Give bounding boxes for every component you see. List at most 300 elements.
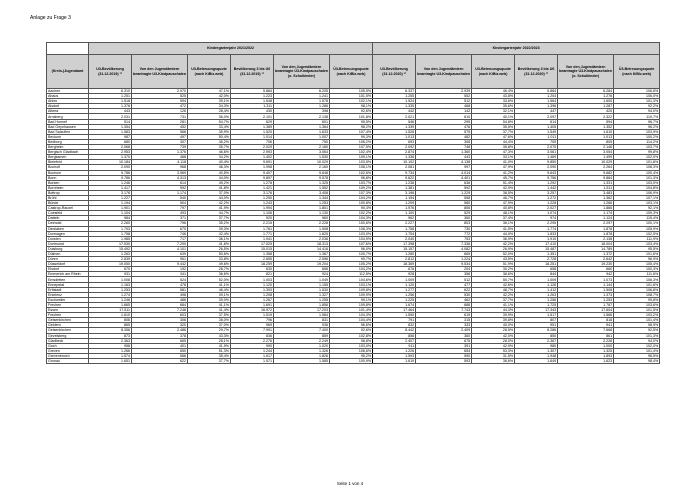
table-cell: 28,0%	[472, 338, 515, 343]
table-cell: 1.163	[89, 282, 132, 287]
table-cell: 1.194	[373, 195, 416, 200]
table-cell: 104,2%	[330, 267, 373, 272]
table-cell: 1.571	[231, 358, 274, 363]
table-cell: 593	[416, 358, 472, 363]
table-cell: 33,8%	[188, 257, 231, 262]
table-cell: 9.850	[515, 160, 558, 165]
table-cell: 525	[132, 94, 188, 99]
table-cell: 8.442	[373, 328, 416, 333]
jugendamt-name-cell: Emmerich am Rhein	[47, 272, 89, 277]
table-cell: 1.020	[274, 343, 330, 348]
table-cell: 1.396	[515, 104, 558, 109]
table-cell: 33,1%	[472, 155, 515, 160]
table-cell: 101,3%	[614, 99, 660, 104]
table-cell: 1.130	[274, 211, 330, 216]
table-cell: 2.068	[89, 145, 132, 150]
table-cell: 818	[558, 318, 614, 323]
table-cell: 529	[416, 211, 472, 216]
table-cell: 105,4%	[614, 262, 660, 267]
table-cell: 17.203	[274, 308, 330, 313]
page-header-label: Anlage zu Frage 3	[30, 15, 71, 21]
table-cell: 1.126	[515, 282, 558, 287]
page-footer: Seite 1 von 4	[336, 481, 364, 486]
table-cell: 1.519	[231, 313, 274, 318]
table-cell: 4.014	[416, 170, 472, 175]
table-cell: 2.215	[231, 221, 274, 226]
table-cell: 636	[416, 180, 472, 185]
table-cell: 1.277	[373, 287, 416, 292]
table-cell: 1.292	[515, 180, 558, 185]
table-cell: 37,7%	[188, 216, 231, 221]
table-cell: 575	[416, 129, 472, 134]
jugendamt-name-cell: Ennepetal	[47, 282, 89, 287]
table-cell: 796	[132, 221, 188, 226]
table-cell: 38,6%	[472, 272, 515, 277]
table-cell: 5.884	[515, 89, 558, 94]
table-cell: 2.031	[89, 114, 132, 119]
jugendamt-name-cell: Frechen	[47, 302, 89, 307]
table-cell: 1.370	[89, 155, 132, 160]
table-cell: 831	[274, 318, 330, 323]
table-cell: 9.897	[231, 175, 274, 180]
table-cell: 102,0%	[614, 343, 660, 348]
table-cell: 477	[416, 282, 472, 287]
table-cell: 17.398	[373, 241, 416, 246]
table-cell: 748	[416, 145, 472, 150]
table-cell: 360	[416, 216, 472, 221]
period-header-2022-2023: Kindergartenjahr 2022/2023	[373, 43, 660, 55]
table-cell: 1.941	[231, 236, 274, 241]
table-cell: 772	[416, 231, 472, 236]
table-row	[47, 358, 660, 363]
table-cell: 9.884	[558, 175, 614, 180]
table-cell: 42,2%	[472, 241, 515, 246]
table-cell: 101,4%	[614, 318, 660, 323]
table-cell: 101,8%	[330, 114, 373, 119]
table-cell: 2.264	[558, 165, 614, 170]
table-cell: 807	[515, 318, 558, 323]
table-cell: 1.344	[274, 195, 330, 200]
table-cell: 99,1%	[330, 297, 373, 302]
table-cell: 1.228	[515, 201, 558, 206]
table-cell: 115,4%	[614, 216, 660, 221]
table-cell: 622	[132, 358, 188, 363]
jugendamt-name-cell: Gevelsberg	[47, 333, 89, 338]
table-cell: 46,3%	[188, 165, 231, 170]
table-cell: 46,4%	[188, 287, 231, 292]
table-cell: 39,1%	[188, 292, 231, 297]
table-cell: 92,6%	[330, 328, 373, 333]
jugendamt-name-cell: Borken	[47, 180, 89, 185]
table-cell: 31,5%	[472, 353, 515, 358]
jugendamt-name-cell: Dormagen	[47, 231, 89, 236]
table-cell: 401	[132, 343, 188, 348]
table-cell: 4.082	[416, 246, 472, 251]
table-cell: 2.486	[132, 328, 188, 333]
table-cell: 3.408	[274, 190, 330, 195]
table-cell: 3.054	[558, 150, 614, 155]
table-cell: 39,8%	[472, 318, 515, 323]
table-cell: 1.325	[274, 180, 330, 185]
table-cell: 2.596	[274, 257, 330, 262]
table-cell: 35,7%	[188, 145, 231, 150]
table-cell: 37,0%	[188, 190, 231, 195]
table-cell: 1.381	[373, 185, 416, 190]
table-cell: 333	[416, 323, 472, 328]
table-cell: 42,0%	[472, 333, 515, 338]
table-cell: 2.070	[515, 145, 558, 150]
table-cell: 512	[416, 99, 472, 104]
jugendamt-name-cell: Bad Honnef	[47, 119, 89, 124]
table-cell: 1.325	[558, 348, 614, 353]
table-cell: 1.771	[231, 231, 274, 236]
table-cell: 1.255	[274, 297, 330, 302]
table-cell: 299	[416, 119, 472, 124]
table-cell: 28,5%	[472, 328, 515, 333]
table-cell: 107,4%	[330, 129, 373, 134]
table-cell: 99,8%	[614, 297, 660, 302]
table-cell: 2.092	[373, 145, 416, 150]
table-cell: 46,7%	[472, 195, 515, 200]
table-cell: 112,5%	[330, 272, 373, 277]
table-cell: 730	[416, 226, 472, 231]
jugendamt-name-cell: Grevenbroich	[47, 353, 89, 358]
table-cell: 4.313	[132, 175, 188, 180]
table-cell: 6.284	[558, 89, 614, 94]
table-cell: 18.259	[231, 262, 274, 267]
table-cell: 1.155	[274, 282, 330, 287]
table-cell: 94,0%	[614, 338, 660, 343]
table-cell: 619	[416, 313, 472, 318]
jugendamt-name-cell: Gelsenkirchen	[47, 318, 89, 323]
table-cell: 482	[416, 134, 472, 139]
table-cell: 512	[416, 277, 472, 282]
table-cell: 96,0%	[330, 246, 373, 251]
table-cell: 1.339	[373, 124, 416, 129]
table-cell: 2.097	[515, 114, 558, 119]
table-cell: 104,9%	[330, 236, 373, 241]
table-cell: 96,9%	[614, 257, 660, 262]
table-cell: 9.756	[515, 175, 558, 180]
table-cell: 53,3%	[472, 348, 515, 353]
table-cell: 980	[515, 343, 558, 348]
table-cell: 94,0%	[614, 109, 660, 114]
table-cell: 705	[515, 139, 558, 144]
table-cell: 865	[89, 323, 132, 328]
table-cell: 1.013	[373, 134, 416, 139]
table-cell: 1.335	[373, 104, 416, 109]
table-cell: 42,0%	[188, 94, 231, 99]
table-cell: 111,9%	[614, 236, 660, 241]
table-cell: 29,7%	[188, 328, 231, 333]
table-cell: 107,6%	[330, 241, 373, 246]
column-header: U3-Bevölkerung (31.12.2020) ¹⁾	[373, 55, 416, 89]
table-cell: 530	[416, 292, 472, 297]
table-cell: 3.969	[132, 170, 188, 175]
jugendamt-name-cell: Coesfeld	[47, 211, 89, 216]
table-cell: 1.617	[231, 353, 274, 358]
table-cell: 1.593	[373, 353, 416, 358]
table-cell: 931	[89, 272, 132, 277]
jugendamt-name-cell: Emsdetten	[47, 277, 89, 282]
table-cell: 106,8%	[614, 89, 660, 94]
table-cell: 968	[132, 165, 188, 170]
table-cell: 1.566	[558, 313, 614, 318]
table-cell: 96,8%	[330, 175, 373, 180]
table-cell: 2.322	[558, 114, 614, 119]
table-cell: 100,7%	[330, 252, 373, 257]
table-cell: 108,7%	[614, 292, 660, 297]
table-cell: 859	[274, 333, 330, 338]
table-cell: 592	[416, 185, 472, 190]
table-cell: 497	[132, 134, 188, 139]
table-cell: 41,9%	[188, 343, 231, 348]
table-cell: 984	[89, 216, 132, 221]
table-cell: 109,8%	[330, 302, 373, 307]
table-cell: 1.856	[274, 302, 330, 307]
table-cell: 1.574	[89, 353, 132, 358]
table-cell: 35,8%	[472, 145, 515, 150]
table-cell: 126	[132, 109, 188, 114]
table-cell: 2.953	[89, 150, 132, 155]
table-cell: 1.878	[558, 226, 614, 231]
table-cell: 951	[515, 323, 558, 328]
jugendamt-name-cell: Bottrop	[47, 190, 89, 195]
table-cell: 514	[89, 119, 132, 124]
table-cell: 1.402	[231, 155, 274, 160]
table-cell: 753	[416, 236, 472, 241]
table-cell: 844	[515, 272, 558, 277]
table-cell: 37,5%	[188, 313, 231, 318]
jugendamt-name-cell: Elsdorf	[47, 267, 89, 272]
table-cell: 105,9%	[614, 226, 660, 231]
table-cell: 111,6%	[614, 272, 660, 277]
table-cell: 108,3%	[614, 165, 660, 170]
table-cell: 3.257	[515, 190, 558, 195]
table-cell: 1.244	[231, 348, 274, 353]
column-header: (Kreis-)Jugendamt	[47, 55, 89, 89]
table-cell: 1.893	[558, 353, 614, 358]
table-cell: 1.878	[558, 231, 614, 236]
table-cell: 37,7%	[472, 129, 515, 134]
table-cell: 96,5%	[614, 353, 660, 358]
table-cell: 987	[89, 134, 132, 139]
table-cell: 38,5%	[472, 190, 515, 195]
table-cell: 1.754	[373, 231, 416, 236]
table-cell: 670	[132, 226, 188, 231]
table-cell: 41,1%	[188, 282, 231, 287]
table-cell: 1.358	[231, 252, 274, 257]
table-cell: 44,0%	[188, 175, 231, 180]
table-cell: 107,5%	[330, 145, 373, 150]
table-cell: 7.400	[274, 328, 330, 333]
jugendamt-name-cell: Gelsenkirchen	[47, 328, 89, 333]
table-cell: 1.100	[373, 211, 416, 216]
table-cell: 928	[373, 272, 416, 277]
table-cell: 1.508	[558, 287, 614, 292]
table-cell: 306	[132, 318, 188, 323]
table-cell: 37,7%	[472, 297, 515, 302]
table-cell: 102,2%	[330, 211, 373, 216]
table-cell: 750	[274, 139, 330, 144]
table-cell: 1.633	[274, 129, 330, 134]
table-cell: 717	[132, 236, 188, 241]
table-cell: 2.027	[515, 206, 558, 211]
jugendamt-name-cell: Alsdorf	[47, 104, 89, 109]
table-cell: 670	[89, 267, 132, 272]
table-cell: 103,0%	[330, 231, 373, 236]
table-cell: 17.604	[558, 308, 614, 313]
table-cell: 49,2%	[188, 180, 231, 185]
table-cell: 99,3%	[330, 134, 373, 139]
jugendamt-name-cell: Dinslaken	[47, 226, 89, 231]
column-header: U3-Betreuungsquote (nach KiBiz.web)	[472, 55, 515, 89]
table-cell: 9.534	[416, 262, 472, 267]
table-cell: 2.090	[515, 165, 558, 170]
table-cell: 3.483	[558, 190, 614, 195]
column-header: Bevölkerung 3 bis U6 (31.12.2019) ¹⁾	[231, 55, 274, 89]
table-cell: 1.520	[231, 129, 274, 134]
table-cell: 1.393	[231, 287, 274, 292]
table-cell: 17.025	[231, 241, 274, 246]
table-cell: 1.003	[231, 277, 274, 282]
table-cell: 15.157	[373, 246, 416, 251]
table-cell: 498	[132, 292, 188, 297]
table-cell: 9.682	[558, 170, 614, 175]
table-cell: 360	[416, 333, 472, 338]
jugendamt-name-cell: Bonn	[47, 175, 89, 180]
table-cell: 2.839	[89, 257, 132, 262]
table-cell: 1.901	[89, 206, 132, 211]
table-cell: 3.176	[89, 190, 132, 195]
jugendamt-name-cell: Ahaus	[47, 94, 89, 99]
table-cell: 942	[558, 272, 614, 277]
table-cell: 1.833	[515, 231, 558, 236]
table-cell: 99,8%	[614, 150, 660, 155]
table-cell: 8.358	[89, 328, 132, 333]
table-cell: 1.120	[231, 282, 274, 287]
table-cell: 1.229	[416, 190, 472, 195]
table-cell: 43,5%	[472, 257, 515, 262]
table-cell: 4.401	[416, 175, 472, 180]
table-cell: 320	[132, 323, 188, 328]
table-cell: 924	[274, 272, 330, 277]
table-cell: 493	[132, 211, 188, 216]
table-cell: 104,2%	[330, 195, 373, 200]
table-cell: 2.228	[274, 221, 330, 226]
table-cell: 1.412	[515, 287, 558, 292]
table-cell: 472	[132, 104, 188, 109]
table-cell: 1.124	[558, 216, 614, 221]
table-cell: 106,6%	[330, 348, 373, 353]
table-cell: 104,3%	[330, 216, 373, 221]
jugendamt-name-cell: Altena	[47, 109, 89, 114]
table-cell: 1.665	[89, 302, 132, 307]
table-cell: 1.276	[558, 94, 614, 99]
table-cell: 1.578	[274, 99, 330, 104]
table-cell: 15.015	[231, 246, 274, 251]
table-cell: 41,6%	[188, 241, 231, 246]
table-cell: 44,4%	[472, 139, 515, 144]
table-cell: 4.101	[132, 246, 188, 251]
table-cell: 47,9%	[472, 201, 515, 206]
table-cell: 41,9%	[188, 206, 231, 211]
table-cell: 35,2%	[188, 221, 231, 226]
jugendamt-name-cell: Bochum	[47, 170, 89, 175]
table-cell: 17.511	[89, 308, 132, 313]
childcare-statistics-table	[46, 42, 660, 364]
table-cell: 1.104	[89, 211, 132, 216]
table-cell: 797	[132, 206, 188, 211]
table-cell: 33,4%	[188, 124, 231, 129]
table-cell: 315	[416, 318, 472, 323]
table-cell: 1.049	[274, 277, 330, 282]
table-cell: 18.004	[558, 241, 614, 246]
table-cell: 974	[515, 216, 558, 221]
table-cell: 103,1%	[330, 282, 373, 287]
table-cell: 1.224	[416, 257, 472, 262]
table-cell: 1.976	[373, 206, 416, 211]
table-cell: 1.511	[558, 185, 614, 190]
table-cell: 6.310	[89, 89, 132, 94]
table-body	[47, 89, 660, 364]
table-cell: 50,7%	[472, 277, 515, 282]
table-cell: 430	[231, 109, 274, 114]
table-cell: 45,7%	[472, 175, 515, 180]
table-cell: 622	[416, 287, 472, 292]
table-cell: 378	[132, 333, 188, 338]
table-cell: 1.253	[89, 287, 132, 292]
table-cell: 2.260	[89, 221, 132, 226]
table-cell: 3.176	[231, 190, 274, 195]
column-header: Bevölkerung 3 bis U6 (31.12.2020) ¹⁾	[515, 55, 558, 89]
table-cell: 281	[132, 119, 188, 124]
table-cell: 2.138	[274, 114, 330, 119]
table-cell: 665	[132, 338, 188, 343]
table-cell: 675	[416, 338, 472, 343]
jugendamt-name-cell: Düsseldorf	[47, 262, 89, 267]
table-cell: 1.120	[373, 282, 416, 287]
header-blank-cell	[47, 43, 89, 55]
table-cell: 10.184	[89, 160, 132, 165]
table-cell: 1.174	[558, 211, 614, 216]
table-cell: 2.874	[373, 150, 416, 155]
jugendamt-name-cell: Bedburg	[47, 139, 89, 144]
table-cell: 1.007	[274, 134, 330, 139]
table-cell: 861	[558, 333, 614, 338]
table-cell: 41,4%	[188, 308, 231, 313]
table-cell: 693	[373, 139, 416, 144]
table-cell: 92,5%	[614, 328, 660, 333]
table-cell: 468	[132, 155, 188, 160]
table-cell: 1.009	[373, 277, 416, 282]
table-cell: 1.518	[89, 99, 132, 104]
table-cell: 1.256	[373, 292, 416, 297]
table-cell: 19.204	[274, 262, 330, 267]
table-cell: 1.241	[274, 94, 330, 99]
table-cell: 103,9%	[614, 129, 660, 134]
table-cell: 1.274	[89, 292, 132, 297]
jugendamt-name-cell: Bad Oeynhausen	[47, 124, 89, 129]
table-cell: 688	[416, 302, 472, 307]
table-cell: 18.313	[274, 241, 330, 246]
table-cell: 35,5%	[472, 124, 515, 129]
table-cell: 832	[373, 323, 416, 328]
table-cell: 98,2%	[330, 124, 373, 129]
table-cell: 42,9%	[472, 343, 515, 348]
table-cell: 2.227	[373, 221, 416, 226]
table-cell: 371	[132, 216, 188, 221]
